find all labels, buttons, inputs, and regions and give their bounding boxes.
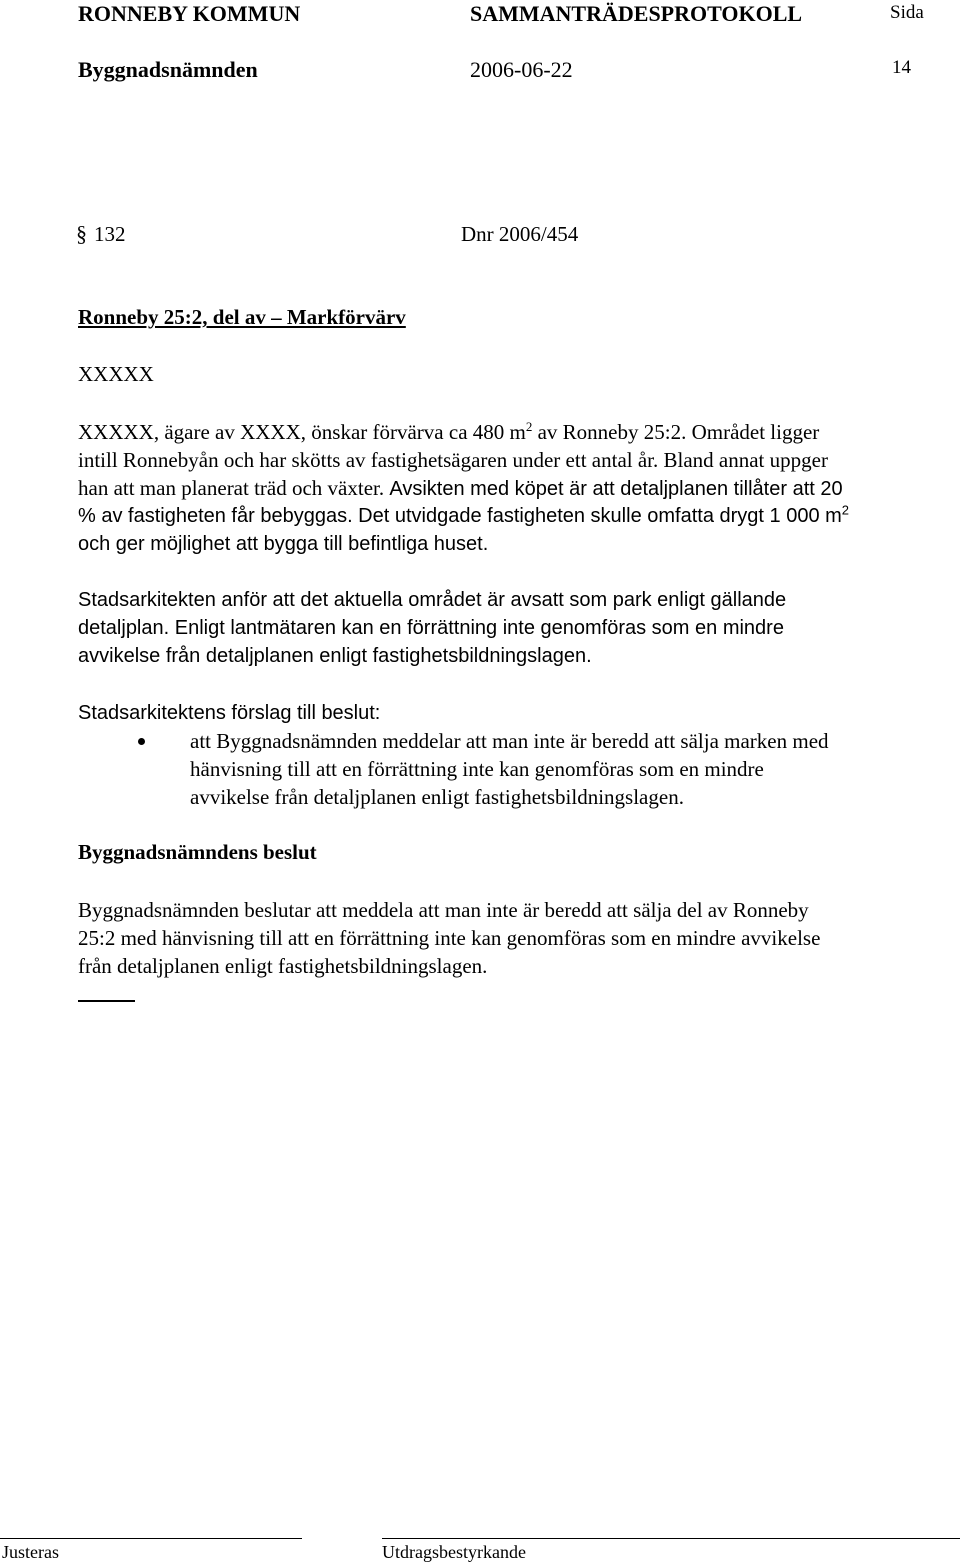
section-symbol: § bbox=[76, 221, 87, 246]
paragraph-1-line-5: och ger möjlighet att bygga till befintliga huset. bbox=[78, 533, 489, 555]
paragraph-2-line-1: Stadsarkitekten anför att det aktuella området är avsatt som park enligt gällande bbox=[78, 589, 787, 611]
footer-rule-right bbox=[382, 1538, 960, 1539]
committee-name: Byggnadsnämnden bbox=[78, 57, 258, 82]
decision-line-3: från detaljplanen enligt fastighetsbildningslagen. bbox=[78, 954, 488, 978]
proposal-bullet-line-1: att Byggnadsnämnden meddelar att man inte är beredd att sälja marken med bbox=[190, 729, 829, 753]
paragraph-1-line-2: intill Ronnebyån och har skötts av fastighetsägaren under ett antal år. Bland annat uppger bbox=[78, 448, 828, 472]
decision-line-1: Byggnadsnämnden beslutar att meddela att man inte är beredd att sälja del av Ronneby bbox=[78, 898, 809, 922]
dnr: Dnr 2006/454 bbox=[461, 222, 579, 246]
section-end-rule bbox=[78, 1000, 135, 1002]
footer-rule-left bbox=[0, 1538, 302, 1539]
paragraph-2-line-3: avvikelse från detaljplanen enligt fastighetsbildningslagen. bbox=[78, 645, 592, 667]
decision-line-2: 25:2 med hänvisning till att en förrättning inte kan genomföras som en mindre avvikelse bbox=[78, 926, 821, 950]
proposal-bullet-line-3: avvikelse från detaljplanen enligt fastighetsbildningslagen. bbox=[190, 785, 684, 809]
meeting-date: 2006-06-22 bbox=[470, 57, 573, 82]
page-label: Sida bbox=[890, 2, 924, 23]
page-title: Ronneby 25:2, del av – Markförvärv bbox=[78, 305, 406, 329]
paragraph-2-line-2: detaljplan. Enligt lantmätaren kan en förrättning inte genomföras som en mindre bbox=[78, 617, 784, 639]
proposal-heading: Stadsarkitektens förslag till beslut: bbox=[78, 702, 381, 724]
section-number: 132 bbox=[94, 222, 126, 246]
document-type: SAMMANTRÄDESPROTOKOLL bbox=[470, 1, 803, 26]
applicant-name: XXXXX bbox=[78, 362, 154, 386]
footer-justeras: Justeras bbox=[2, 1542, 59, 1562]
proposal-bullet-line-2: hänvisning till att en förrättning inte kan genomföras som en mindre bbox=[190, 757, 764, 781]
footer-utdragsbestyrkande: Utdragsbestyrkande bbox=[382, 1542, 526, 1562]
page-number: 14 bbox=[892, 57, 911, 78]
paragraph-1-line-4: % av fastigheten får bebyggas. Det utvidgade fastigheten skulle omfatta drygt 1 000 $m^2$ bbox=[78, 502, 850, 527]
municipality-name: RONNEBY KOMMUN bbox=[78, 1, 301, 26]
superscript-2: 2 bbox=[841, 502, 850, 518]
paragraph-1-line-1: XXXXX, ägare av XXXX, önskar förvärva ca 480 $m^2$ av Ronneby 25:2. Området ligger bbox=[78, 419, 820, 444]
bullet-icon bbox=[138, 738, 145, 745]
paragraph-1-line-3: han att man planerat träd och växter. Avsikten med köpet är att detaljplanen tillåter att 20 bbox=[78, 476, 843, 500]
superscript-2: 2 bbox=[525, 419, 533, 434]
decision-heading: Byggnadsnämndens beslut bbox=[78, 840, 317, 864]
